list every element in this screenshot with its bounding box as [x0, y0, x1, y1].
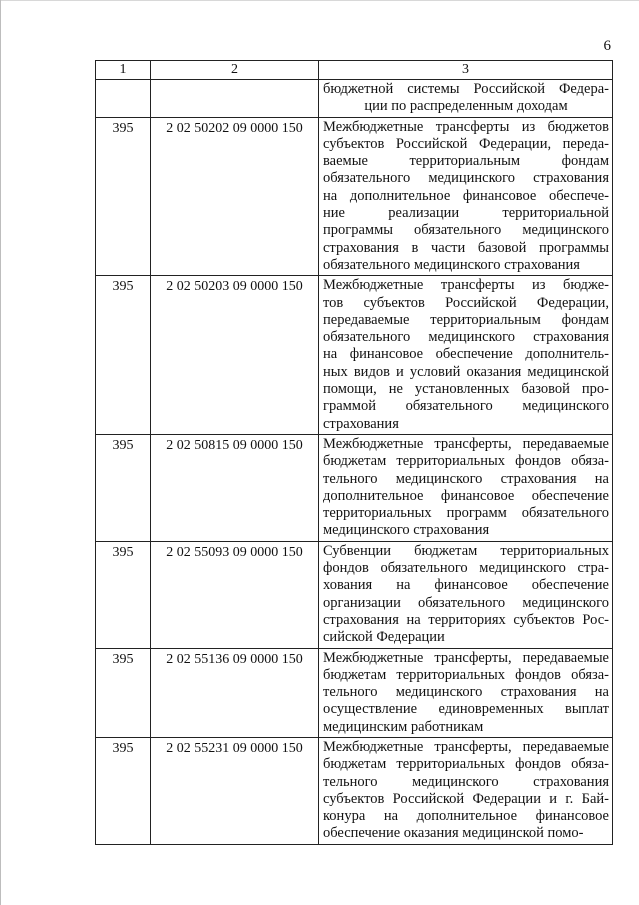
revenue-code-cell: 2 02 50202 09 0000 150 — [151, 117, 319, 276]
text-line: фондов обязательного медицинского стра- — [323, 560, 609, 577]
text-line: ние реализации территориальной — [323, 205, 609, 222]
text-line: конура на дополнительное финансовое — [323, 808, 609, 825]
empty-cell — [151, 80, 319, 118]
scan-top-edge — [0, 0, 639, 1]
text-line: передаваемые территориальным фондам — [323, 311, 609, 328]
text-line: дополнительное финансовое обеспечение — [323, 487, 609, 504]
text-line: тельного медицинского страхования на — [323, 684, 609, 701]
text-line: граммой обязательного медицинского — [323, 398, 609, 415]
text-line: обязательного медицинского страхования — [323, 329, 609, 346]
description-cell — [319, 434, 613, 541]
text-line: ных видов и условий оказания медицинской — [323, 363, 609, 380]
text-line: на финансовое обеспечение дополнитель- — [323, 346, 609, 363]
text-line: страхования в части базовой программы — [323, 239, 609, 256]
revenue-code-cell: 2 02 55093 09 0000 150 — [151, 541, 319, 648]
text-line: бюджетной системы Российской Федера- — [323, 81, 609, 97]
text-line: субъектов Российской Федерации и г. Бай- — [323, 790, 609, 807]
text-line: осуществление единовременных выплат — [323, 701, 609, 718]
text-line: Межбюджетные трансферты, передаваемые — [323, 435, 609, 452]
text-line: хования на финансовое обеспечение — [323, 577, 609, 594]
text-line: Межбюджетные трансферты, передаваемые — [323, 649, 609, 666]
page-number: 6 — [603, 38, 611, 54]
table-row — [96, 276, 613, 435]
description-cell — [319, 276, 613, 435]
description-cell — [319, 648, 613, 737]
text-line: территориальных программ обязательного — [323, 505, 609, 522]
continuation-text — [319, 80, 613, 118]
column-header-1: 1 — [96, 61, 151, 80]
text-line: ции по распределенным доходам — [364, 98, 568, 115]
text-line: Субвенции бюджетам территориальных — [323, 542, 609, 559]
text-line: страхования — [323, 415, 399, 432]
text-line: тельного медицинского страхования — [323, 773, 609, 790]
text-line: тов субъектов Российской Федерации, — [323, 294, 609, 311]
text-line: страхования на территориях субъектов Рос- — [323, 611, 609, 628]
text-line: Межбюджетные трансферты, передаваемые — [323, 738, 609, 755]
table-header-row — [96, 61, 613, 80]
admin-code-cell: 395 — [96, 541, 151, 648]
text-line: обеспечение оказания медицинской помо- — [323, 825, 584, 842]
text-line: тельного медицинского страхования на — [323, 470, 609, 487]
budget-codes-table — [95, 60, 613, 845]
table-row — [96, 737, 613, 844]
table-row — [96, 117, 613, 276]
text-line: Межбюджетные трансферты из бюдже- — [323, 277, 609, 294]
text-line: субъектов Российской Федерации, переда- — [323, 135, 609, 152]
text-line: бюджетам территориальных фондов обяза- — [323, 666, 609, 683]
admin-code-cell: 395 — [96, 117, 151, 276]
revenue-code-cell: 2 02 55231 09 0000 150 — [151, 737, 319, 844]
text-line: ваемые территориальным фондам — [323, 153, 609, 170]
revenue-code-cell: 2 02 50815 09 0000 150 — [151, 434, 319, 541]
text-line: программы обязательного медицинского — [323, 222, 609, 239]
text-line: Межбюджетные трансферты из бюджетов — [323, 118, 609, 135]
admin-code-cell: 395 — [96, 648, 151, 737]
table-row — [96, 434, 613, 541]
column-header-3: 3 — [319, 61, 613, 80]
text-line: бюджетам территориальных фондов обяза- — [323, 453, 609, 470]
text-line: медицинского страхования — [323, 522, 490, 539]
description-cell — [319, 541, 613, 648]
revenue-code-cell: 2 02 55136 09 0000 150 — [151, 648, 319, 737]
text-line: сийской Федерации — [323, 629, 445, 646]
text-line: помощи, не установленных базовой про- — [323, 381, 609, 398]
text-line: бюджетам территориальных фондов обяза- — [323, 756, 609, 773]
revenue-code-cell: 2 02 50203 09 0000 150 — [151, 276, 319, 435]
scan-left-edge — [0, 0, 1, 905]
empty-cell — [96, 80, 151, 118]
text-line: обязательного медицинского страхования — [323, 170, 609, 187]
admin-code-cell: 395 — [96, 434, 151, 541]
text-line: на дополнительное финансовое обеспече- — [323, 187, 609, 204]
table-row — [96, 648, 613, 737]
text-line: организации обязательного медицинского — [323, 594, 609, 611]
text-line: обязательного медицинского страхования — [323, 256, 580, 273]
description-cell — [319, 117, 613, 276]
table-row — [96, 541, 613, 648]
admin-code-cell: 395 — [96, 276, 151, 435]
admin-code-cell: 395 — [96, 737, 151, 844]
column-header-2: 2 — [151, 61, 319, 80]
continuation-row — [96, 80, 613, 118]
text-line: медицинским работникам — [323, 718, 484, 735]
description-cell — [319, 737, 613, 844]
